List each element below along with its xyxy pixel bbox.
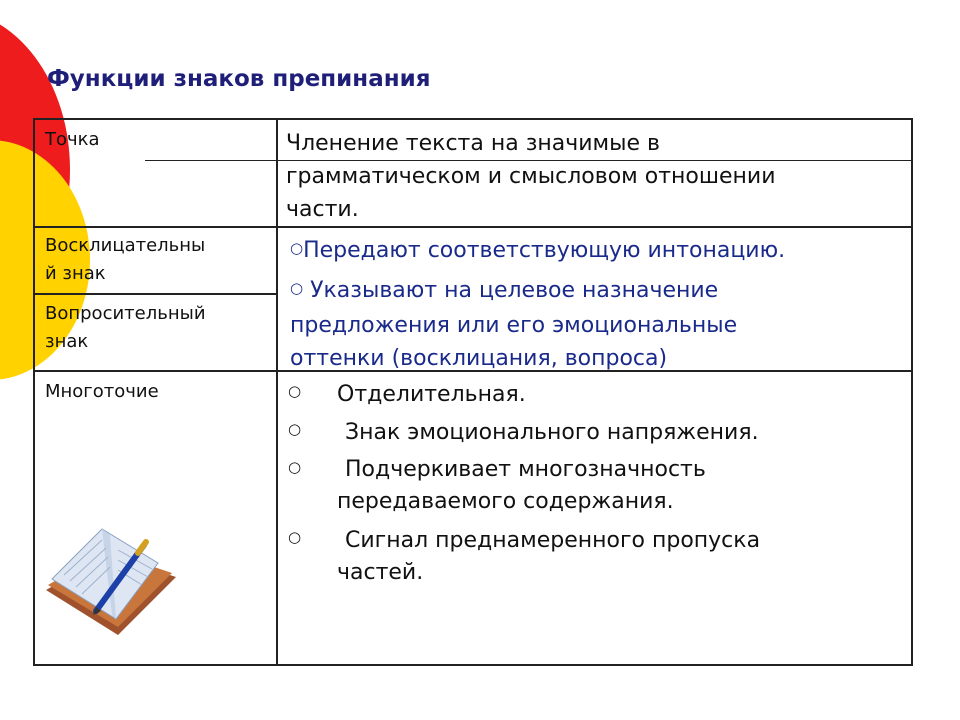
bullet-cont: частей. bbox=[337, 560, 424, 585]
row1-line: Членение текста на значимые в bbox=[286, 131, 661, 156]
bullet-cont: предложения или его эмоциональные bbox=[290, 313, 738, 338]
bullet-line bbox=[290, 274, 785, 309]
bullet-text: Сигнал преднамеренного пропуска bbox=[345, 528, 761, 553]
bullet-icon: ○ bbox=[288, 458, 302, 476]
column-divider bbox=[276, 120, 278, 664]
row-divider bbox=[35, 226, 911, 228]
bullet-cont: оттенки (восклицания, вопроса) bbox=[290, 346, 668, 371]
bullet-line bbox=[290, 234, 785, 269]
row-label-tochka: Точка bbox=[45, 129, 100, 150]
label-divider bbox=[35, 293, 276, 295]
bullet-icon: ○ bbox=[290, 239, 304, 257]
row-label-ellipsis: Многоточие bbox=[45, 381, 159, 402]
row1-line: грамматическом и смысловом отношении bbox=[286, 164, 776, 189]
bullet-icon: ○ bbox=[290, 279, 304, 297]
row1-line: части. bbox=[286, 197, 359, 222]
bullet-icon: ○ bbox=[288, 528, 302, 546]
row-label-exclamation bbox=[45, 232, 205, 288]
row-text-intonation bbox=[290, 234, 785, 375]
bullet-icon: ○ bbox=[288, 382, 302, 400]
label-line: Вопросительный bbox=[45, 303, 206, 324]
row-text-tochka bbox=[286, 127, 776, 226]
bullet-text: Отделительная. bbox=[337, 382, 526, 407]
bullet-text: Подчеркивает многозначность bbox=[345, 457, 706, 482]
bullet-text: Указывают на целевое назначение bbox=[310, 278, 719, 303]
label-line: знак bbox=[45, 331, 89, 352]
label-line: й знак bbox=[45, 263, 106, 284]
bullet-cont: передаваемого содержания. bbox=[337, 489, 674, 514]
row-label-question bbox=[45, 300, 206, 356]
bullet-text: Знак эмоционального напряжения. bbox=[345, 420, 759, 445]
slide-title: Функции знаков препинания bbox=[47, 66, 431, 92]
notebook-pen-icon bbox=[38, 515, 178, 640]
bullet-icon: ○ bbox=[288, 420, 302, 438]
label-line: Восклицательны bbox=[45, 235, 206, 256]
decor-underline bbox=[145, 160, 276, 161]
bullet-text: Передают соответствующую интонацию. bbox=[303, 238, 786, 263]
